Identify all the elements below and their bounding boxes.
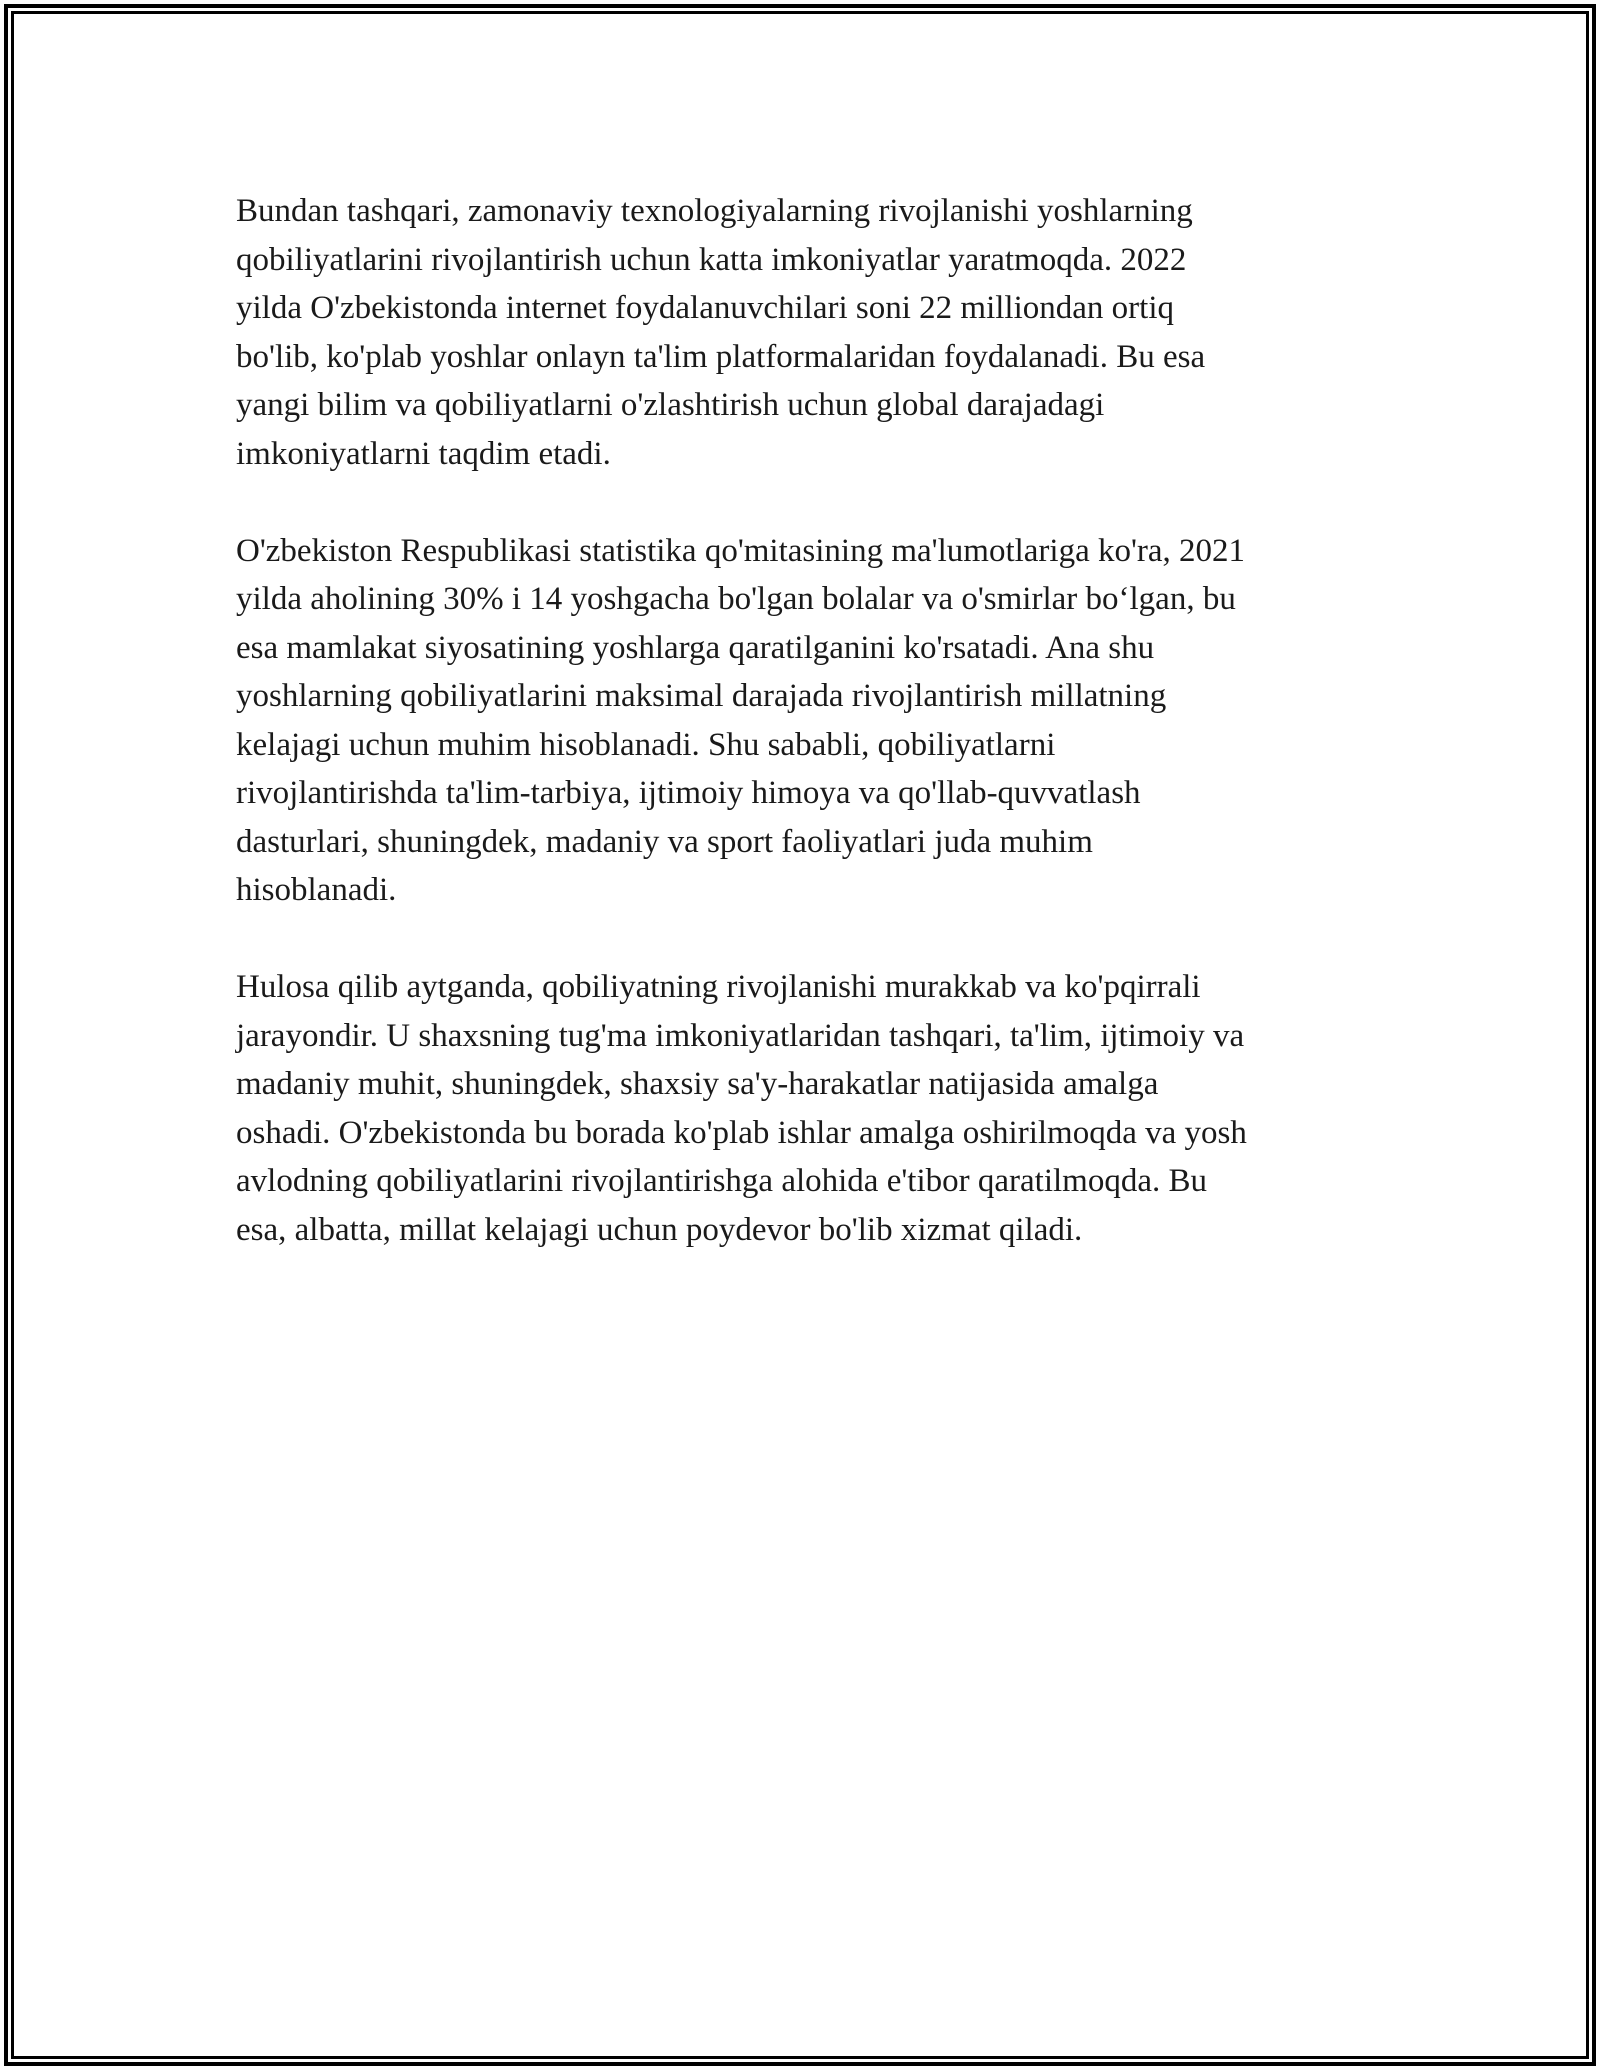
text-line: O'zbekiston Respublikasi statistika qo'mitasining ma'lumotlariga ko'ra, 2021 bbox=[236, 532, 1246, 569]
text-line: yilda O'zbekistonda internet foydalanuvchilari soni 22 milliondan ortiq bbox=[236, 290, 1174, 326]
text-line: kelajagi uchun muhim hisoblanadi. Shu sababli, qobiliyatlarni bbox=[236, 726, 1056, 763]
text-line: rivojlantirishda ta'lim-tarbiya, ijtimoiy himoya va qo'llab-quvvatlash bbox=[236, 775, 1141, 811]
text-line: bo'lib, ko'plab yoshlar onlayn ta'lim platformalaridan foydalanadi. Bu esa bbox=[236, 338, 1206, 375]
text-line: dasturlari, shuningdek, madaniy va sport faoliyatlari juda muhim bbox=[236, 823, 1093, 860]
text-line: Bundan tashqari, zamonaviy texnologiyalarning rivojlanishi yoshlarning bbox=[236, 193, 1193, 229]
text-line: avlodning qobiliyatlarini rivojlantirishga alohida e'tibor qaratilmoqda. Bu bbox=[236, 1163, 1207, 1199]
text-line: Hulosa qilib aytganda, qobiliyatning rivojlanishi murakkab va ko'pqirrali bbox=[236, 969, 1201, 1005]
document-body bbox=[236, 187, 1366, 1303]
text-line: oshadi. O'zbekistonda bu borada ko'plab ishlar amalga oshirilmoqda va yosh bbox=[236, 1114, 1247, 1151]
text-line: yilda aholining 30% i 14 yoshgacha bo'lgan bolalar va o'smirlar bo‘lgan, bu bbox=[236, 581, 1236, 617]
text-line: esa mamlakat siyosatining yoshlarga qaratilganini ko'rsatadi. Ana shu bbox=[236, 629, 1155, 666]
paragraph-2 bbox=[236, 527, 1366, 915]
text-line: qobiliyatlarini rivojlantirish uchun katta imkoniyatlar yaratmoqda. 2022 bbox=[236, 241, 1187, 278]
text-line: yoshlarning qobiliyatlarini maksimal darajada rivojlantirish millatning bbox=[236, 678, 1167, 714]
text-line: madaniy muhit, shuningdek, shaxsiy sa'y-harakatlar natijasida amalga bbox=[236, 1066, 1159, 1102]
text-line: hisoblanadi. bbox=[236, 872, 397, 908]
text-line: imkoniyatlarni taqdim etadi. bbox=[236, 435, 611, 472]
paragraph-3 bbox=[236, 963, 1366, 1254]
paragraph-1 bbox=[236, 187, 1366, 478]
text-line: esa, albatta, millat kelajagi uchun poydevor bo'lib xizmat qiladi. bbox=[236, 1211, 1083, 1248]
text-line: yangi bilim va qobiliyatlarni o'zlashtirish uchun global darajadagi bbox=[236, 387, 1105, 423]
text-line: jarayondir. U shaxsning tug'ma imkoniyatlaridan tashqari, ta'lim, ijtimoiy va bbox=[236, 1017, 1245, 1054]
